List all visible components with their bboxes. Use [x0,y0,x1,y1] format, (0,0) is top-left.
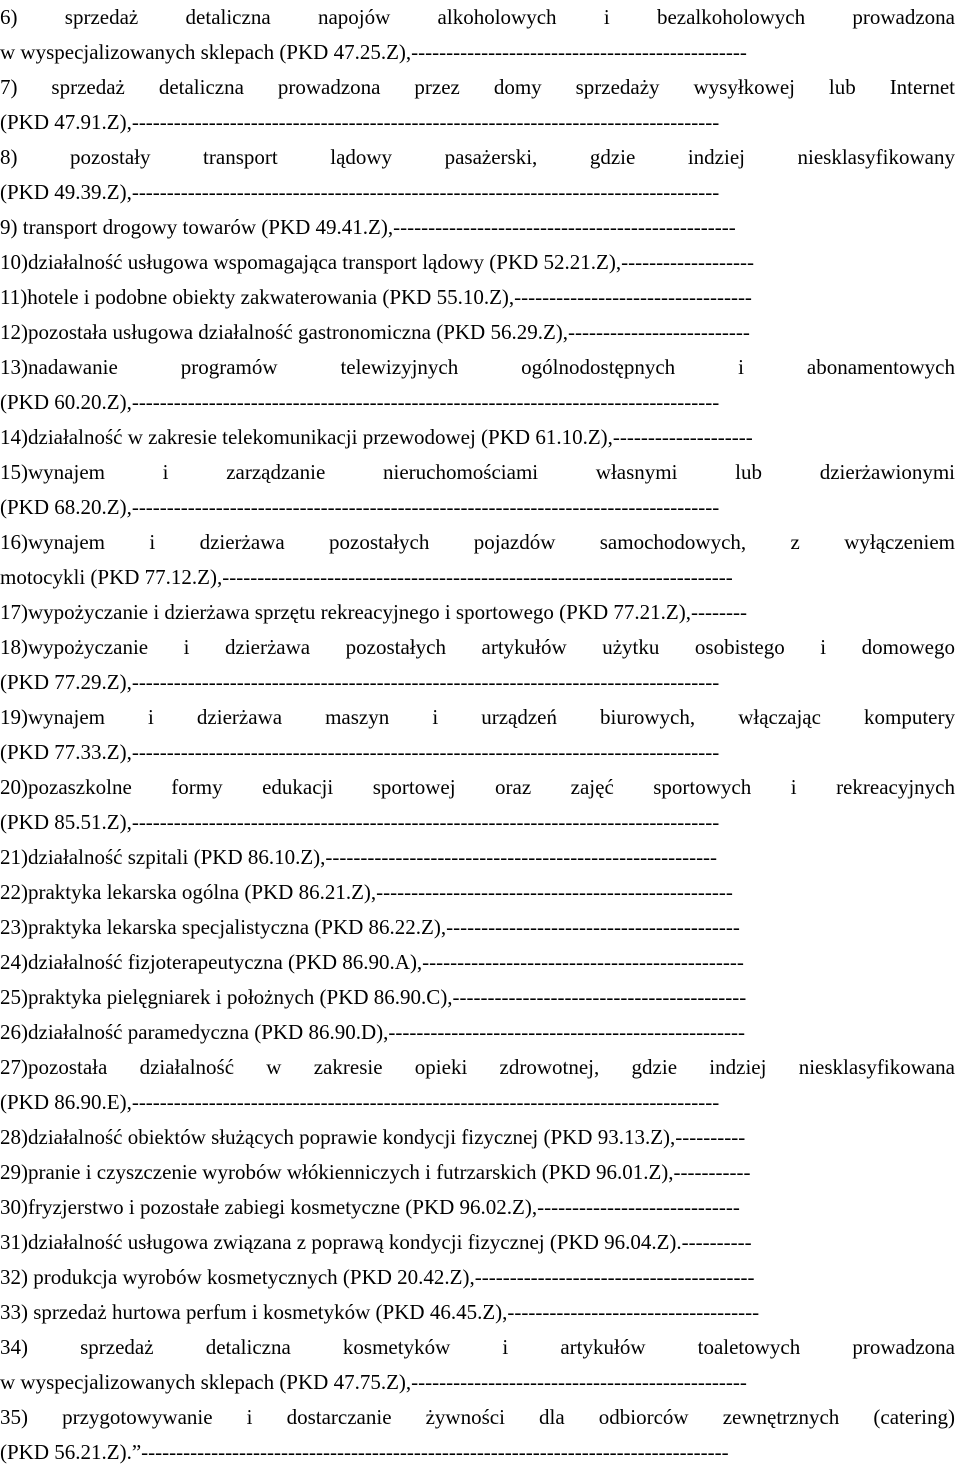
list-item [0,1225,955,1260]
list-item-line: 15)wynajem i zarządzanie nieruchomościami własnymi lub dzierżawionymi [0,460,955,484]
list-item-line: 27)pozostała działalność w zakresie opieki zdrowotnej, gdzie indziej niesklasyfikowana [0,1055,955,1079]
list-item-line: 12)pozostała usługowa działalność gastronomiczna (PKD 56.29.Z),-------------------------- [0,320,750,344]
list-item [0,910,955,945]
list-item-line: 30)fryzjerstwo i pozostałe zabiegi kosmetyczne (PKD 96.02.Z),----------------------------- [0,1195,740,1219]
list-item-line: (PKD 56.21.Z).”------------------------------------------------------------------------------------ [0,1440,729,1464]
list-item-line: 8) pozostały transport lądowy pasażerski, gdzie indziej niesklasyfikowany [0,145,955,169]
list-item-line: 21)działalność szpitali (PKD 86.10.Z),-------------------------------------------------------- [0,845,718,869]
list-item [0,1015,955,1050]
list-item [0,140,955,210]
list-item-line: 19)wynajem i dzierżawa maszyn i urządzeń biurowych, włączając komputery [0,705,955,729]
list-item [0,525,955,595]
list-item [0,595,955,630]
list-item-line: 7) sprzedaż detaliczna prowadzona przez domy sprzedaży wysyłkowej lub Internet [0,75,955,99]
list-item [0,1260,955,1295]
list-item-line: 32) produkcja wyrobów kosmetycznych (PKD 20.42.Z),---------------------------------------- [0,1265,755,1289]
list-item [0,630,955,700]
list-item [0,1155,955,1190]
list-item-line: (PKD 77.29.Z),------------------------------------------------------------------------------------ [0,670,720,694]
list-item-line: (PKD 68.20.Z),------------------------------------------------------------------------------------ [0,495,720,519]
list-item-line: (PKD 47.91.Z),------------------------------------------------------------------------------------ [0,110,720,134]
list-item-line: 26)działalność paramedyczna (PKD 86.90.D),--------------------------------------------------- [0,1020,746,1044]
list-item-line: (PKD 49.39.Z),------------------------------------------------------------------------------------ [0,180,720,204]
list-item [0,980,955,1015]
list-item [0,0,955,70]
list-item [0,1120,955,1155]
list-item-line: (PKD 77.33.Z),------------------------------------------------------------------------------------ [0,740,720,764]
list-item [0,315,955,350]
list-item-line: 28)działalność obiektów służących poprawie kondycji fizycznej (PKD 93.13.Z),---------- [0,1125,746,1149]
list-item-line: 22)praktyka lekarska ogólna (PKD 86.21.Z),--------------------------------------------------- [0,880,733,904]
list-item [0,245,955,280]
list-item-line: 13)nadawanie programów telewizyjnych ogólnodostępnych i abonamentowych [0,355,955,379]
list-item-line: 25)praktyka pielęgniarek i położnych (PKD 86.90.C),------------------------------------------ [0,985,747,1009]
list-item [0,700,955,770]
list-item-line: 10)działalność usługowa wspomagająca transport lądowy (PKD 52.21.Z),------------------- [0,250,754,274]
list-item [0,840,955,875]
list-item-line: 35) przygotowywanie i dostarczanie żywności dla odbiorców zewnętrznych (catering) [0,1405,955,1429]
list-item-line: 29)pranie i czyszczenie wyrobów włókienniczych i futrzarskich (PKD 96.01.Z),----------- [0,1160,751,1184]
list-item [0,350,955,420]
list-item-line: 18)wypożyczanie i dzierżawa pozostałych artykułów użytku osobistego i domowego [0,635,955,659]
list-item [0,945,955,980]
list-item [0,875,955,910]
list-item [0,455,955,525]
list-item [0,1330,955,1400]
list-item-line: (PKD 86.90.E),------------------------------------------------------------------------------------ [0,1090,720,1114]
list-item-line: motocykli (PKD 77.12.Z),------------------------------------------------------------------------- [0,565,733,589]
list-item-line: 34) sprzedaż detaliczna kosmetyków i artykułów toaletowych prowadzona [0,1335,955,1359]
list-item [0,1295,955,1330]
list-item [0,1400,955,1470]
list-item-line: 24)działalność fizjoterapeutyczna (PKD 86.90.A),---------------------------------------------- [0,950,744,974]
list-item [0,1190,955,1225]
list-item [0,770,955,840]
list-item-line: 31)działalność usługowa związana z poprawą kondycji fizycznej (PKD 96.04.Z).---------- [0,1230,752,1254]
list-item-line: 33) sprzedaż hurtowa perfum i kosmetyków (PKD 46.45.Z),------------------------------------ [0,1300,760,1324]
list-item-line: 14)działalność w zakresie telekomunikacji przewodowej (PKD 61.10.Z),-------------------- [0,425,753,449]
list-item-line: 20)pozaszkolne formy edukacji sportowej oraz zajęć sportowych i rekreacyjnych [0,775,955,799]
list-item-line: (PKD 85.51.Z),------------------------------------------------------------------------------------ [0,810,720,834]
list-item [0,70,955,140]
list-item [0,210,955,245]
list-item-line: w wyspecjalizowanych sklepach (PKD 47.75.Z),------------------------------------------------ [0,1370,747,1394]
list-item-line: 17)wypożyczanie i dzierżawa sprzętu rekreacyjnego i sportowego (PKD 77.21.Z),-------- [0,600,747,624]
list-item-line: 23)praktyka lekarska specjalistyczna (PKD 86.22.Z),------------------------------------------ [0,915,740,939]
list-item [0,420,955,455]
list-item [0,1050,955,1120]
list-item-line: w wyspecjalizowanych sklepach (PKD 47.25.Z),------------------------------------------------ [0,40,747,64]
list-item-line: 6) sprzedaż detaliczna napojów alkoholowych i bezalkoholowych prowadzona [0,5,955,29]
list-item-line: 11)hotele i podobne obiekty zakwaterowania (PKD 55.10.Z),---------------------------------- [0,285,752,309]
list-item-line: 16)wynajem i dzierżawa pozostałych pojazdów samochodowych, z wyłączeniem [0,530,955,554]
list-item-line: (PKD 60.20.Z),------------------------------------------------------------------------------------ [0,390,720,414]
list-item-line: 9) transport drogowy towarów (PKD 49.41.Z),------------------------------------------------- [0,215,736,239]
list-item [0,280,955,315]
